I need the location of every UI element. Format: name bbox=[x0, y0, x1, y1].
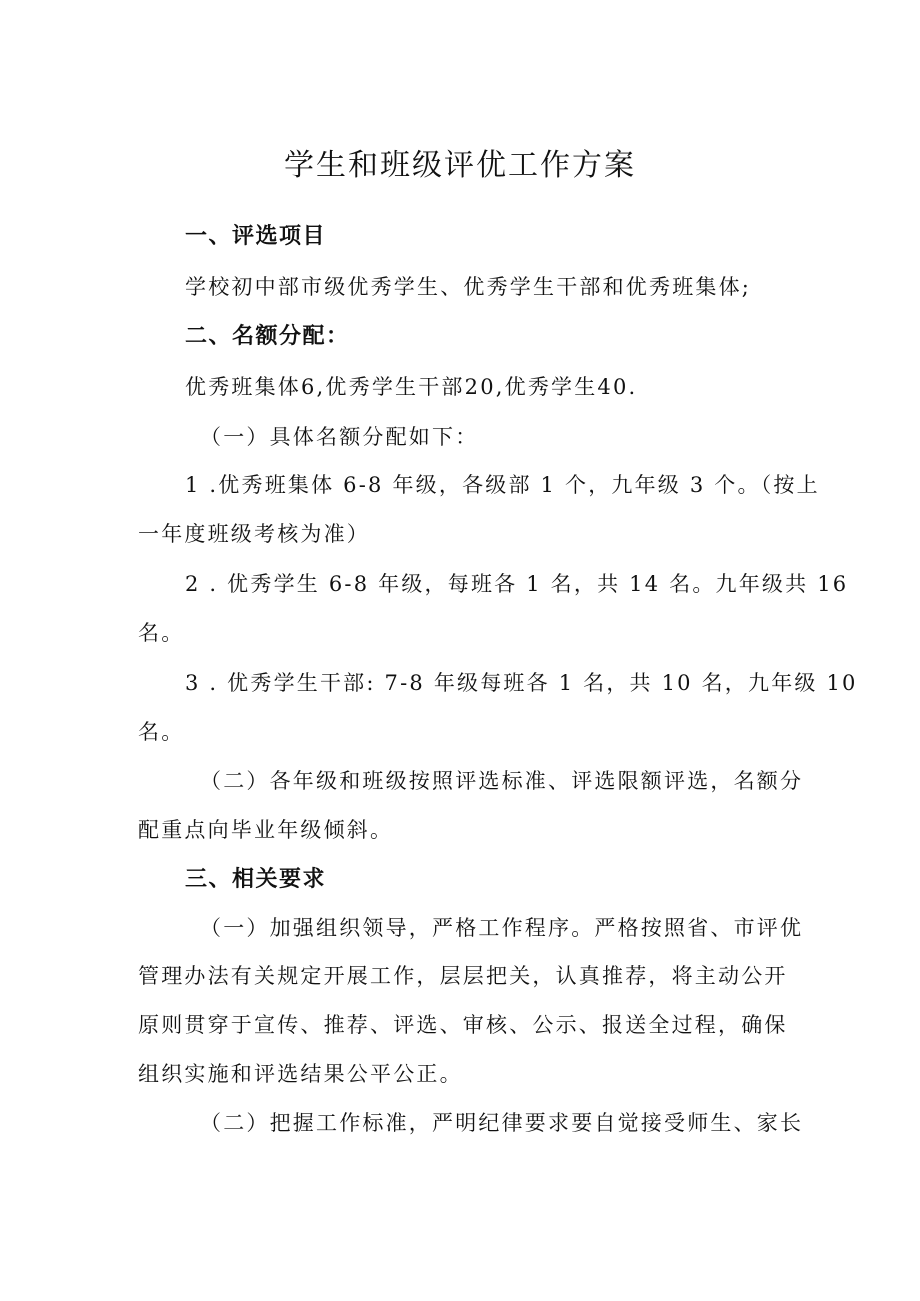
list-item-1-line-2: 一年度班级考核为准） bbox=[138, 522, 370, 546]
paragraph-requirement-1-line-2: 管理办法有关规定开展工作，层层把关，认真推荐，将主动公开 bbox=[138, 964, 788, 988]
paragraph-requirement-1-line-1: （一）加强组织领导，严格工作程序。严格按照省、市评优 bbox=[200, 916, 804, 940]
list-item-3-line-1: 3 . 优秀学生干部: 7-8 年级每班各 1 名，共 10 名，九年级 10 bbox=[185, 671, 858, 695]
paragraph-requirement-2-line-1: （二）把握工作标准，严明纪律要求要自觉接受师生、家长 bbox=[200, 1111, 804, 1135]
list-item-3-line-2: 名。 bbox=[138, 720, 185, 744]
paragraph-requirement-1-line-4: 组织实施和评选结果公平公正。 bbox=[138, 1062, 463, 1086]
list-item-1-line-1: 1 .优秀班集体 6-8 年级，各级部 1 个，九年级 3 个。（按上 bbox=[185, 473, 820, 497]
paragraph-quota-summary: 优秀班集体6,优秀学生干部20,优秀学生40. bbox=[185, 375, 638, 399]
paragraph-selection-items: 学校初中部市级优秀学生、优秀学生干部和优秀班集体; bbox=[185, 275, 752, 299]
paragraph-allocation-rule-line-2: 配重点向毕业年级倾斜。 bbox=[138, 818, 394, 842]
paragraph-allocation-rule-line-1: （二）各年级和班级按照评选标准、评选限额评选，名额分 bbox=[200, 769, 804, 793]
list-item-2-line-1: 2 . 优秀学生 6-8 年级，每班各 1 名，共 14 名。九年级共 16 bbox=[185, 572, 849, 596]
list-item-2-line-2: 名。 bbox=[138, 621, 185, 645]
document-title: 学生和班级评优工作方案 bbox=[284, 148, 636, 183]
section-heading-selection-items: 一、评选项目 bbox=[185, 224, 327, 249]
section-heading-quota-allocation: 二、名额分配： bbox=[185, 324, 350, 349]
section-heading-requirements: 三、相关要求 bbox=[185, 867, 327, 892]
subheading-specific-allocation: （一）具体名额分配如下： bbox=[200, 425, 479, 449]
paragraph-requirement-1-line-3: 原则贯穿于宣传、推荐、评选、审核、公示、报送全过程，确保 bbox=[138, 1013, 788, 1037]
